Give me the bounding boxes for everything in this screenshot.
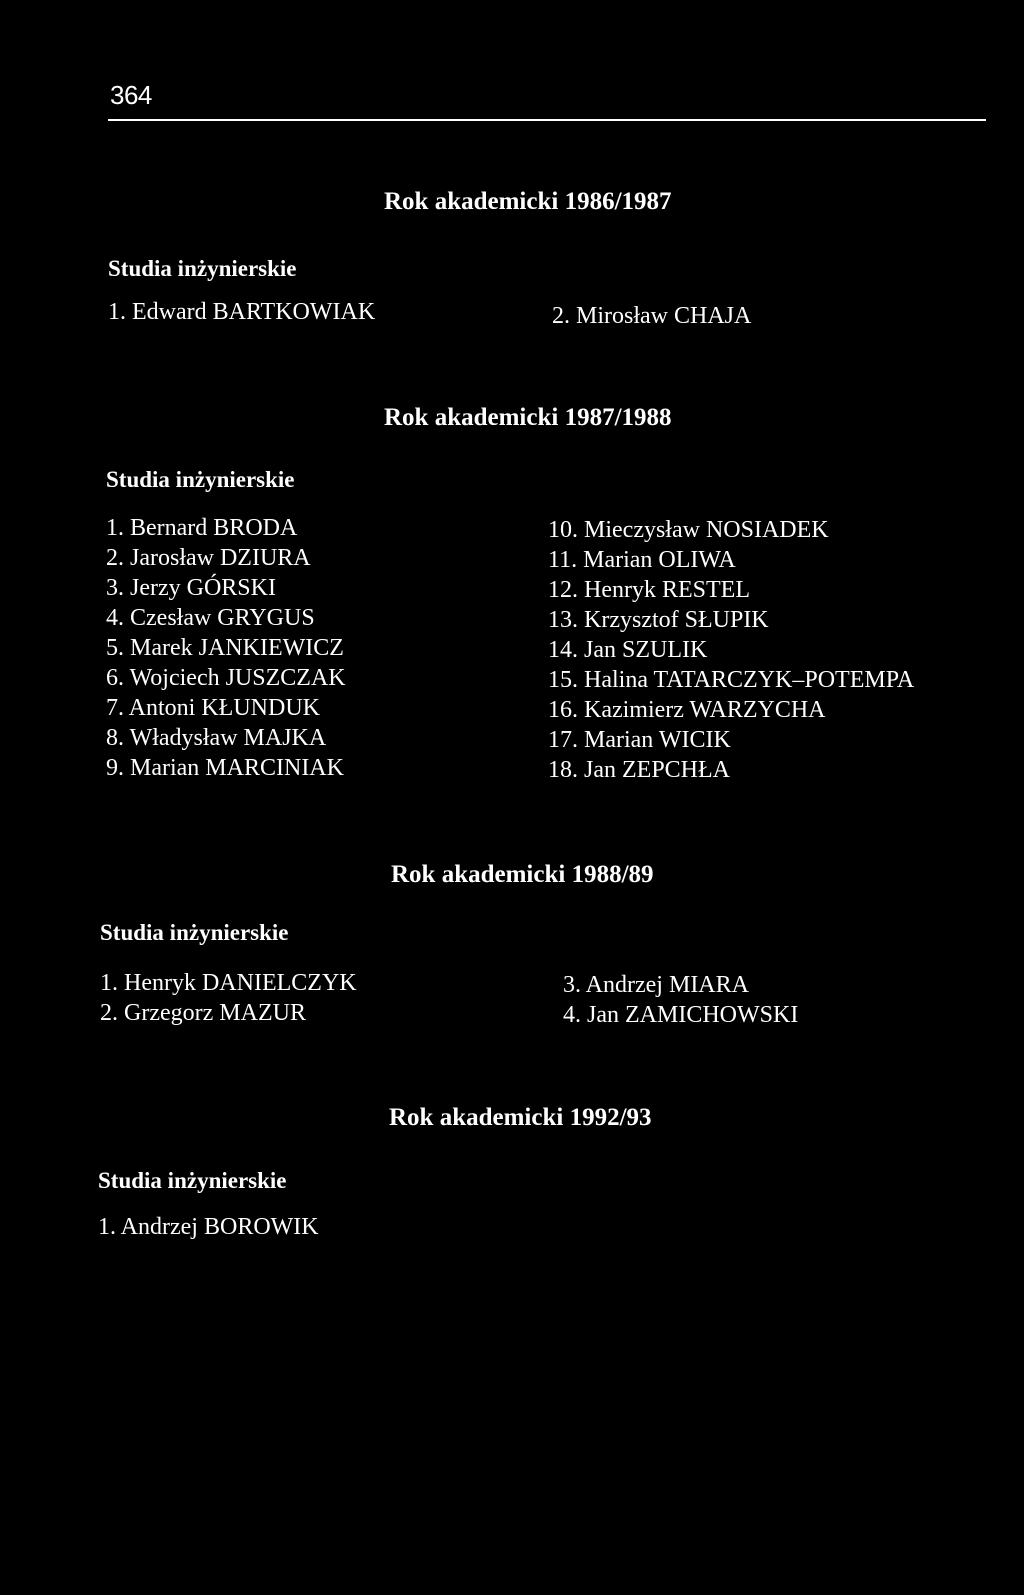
list-item: 4. Jan ZAMICHOWSKI — [563, 1002, 799, 1028]
student-list-right — [552, 301, 751, 331]
list-item: 3. Jerzy GÓRSKI — [106, 575, 276, 601]
list-item: 17. Marian WICIK — [548, 727, 731, 753]
list-item: 8. Władysław MAJKA — [106, 725, 327, 751]
list-item: 18. Jan ZEPCHŁA — [548, 757, 730, 783]
list-item: 9. Marian MARCINIAK — [106, 755, 344, 781]
list-item: 2. Mirosław CHAJA — [552, 303, 752, 329]
student-list-left — [108, 297, 375, 327]
studies-label: Studia inżynierskie — [108, 256, 297, 281]
list-item: 3. Andrzej MIARA — [563, 972, 749, 998]
list-item: 5. Marek JANKIEWICZ — [106, 635, 344, 661]
list-item: 6. Wojciech JUSZCZAK — [106, 665, 346, 691]
list-item: 1. Bernard BRODA — [106, 515, 298, 541]
studies-label: Studia inżynierskie — [100, 920, 289, 945]
year-heading-1987-1988: Rok akademicki 1987/1988 — [384, 404, 672, 431]
studies-label: Studia inżynierskie — [106, 467, 295, 492]
list-item: 1. Edward BARTKOWIAK — [108, 299, 376, 325]
list-item: 2. Jarosław DZIURA — [106, 545, 311, 571]
year-heading-1986-1987: Rok akademicki 1986/1987 — [384, 188, 672, 215]
list-item: 16. Kazimierz WARZYCHA — [548, 697, 826, 723]
header-rule — [108, 119, 986, 121]
list-item: 2. Grzegorz MAZUR — [100, 1000, 306, 1026]
list-item: 1. Andrzej BOROWIK — [98, 1214, 319, 1240]
list-item: 13. Krzysztof SŁUPIK — [548, 607, 769, 633]
student-list-left — [100, 968, 357, 1028]
list-item: 7. Antoni KŁUNDUK — [106, 695, 320, 721]
page-number: 364 — [110, 80, 152, 110]
student-list-right — [563, 970, 798, 1030]
list-item: 4. Czesław GRYGUS — [106, 605, 315, 631]
list-item: 14. Jan SZULIK — [548, 637, 708, 663]
student-list-left — [106, 513, 346, 783]
list-item: 11. Marian OLIWA — [548, 547, 736, 573]
list-item: 12. Henryk RESTEL — [548, 577, 750, 603]
list-item: 1. Henryk DANIELCZYK — [100, 970, 357, 996]
year-heading-1988-89: Rok akademicki 1988/89 — [391, 861, 654, 888]
studies-label: Studia inżynierskie — [98, 1168, 287, 1193]
student-list-left — [98, 1212, 319, 1242]
list-item: 10. Mieczysław NOSIADEK — [548, 517, 829, 543]
list-item: 15. Halina TATARCZYK–POTEMPA — [548, 667, 915, 693]
year-heading-1992-93: Rok akademicki 1992/93 — [389, 1104, 652, 1131]
student-list-right — [548, 515, 914, 785]
